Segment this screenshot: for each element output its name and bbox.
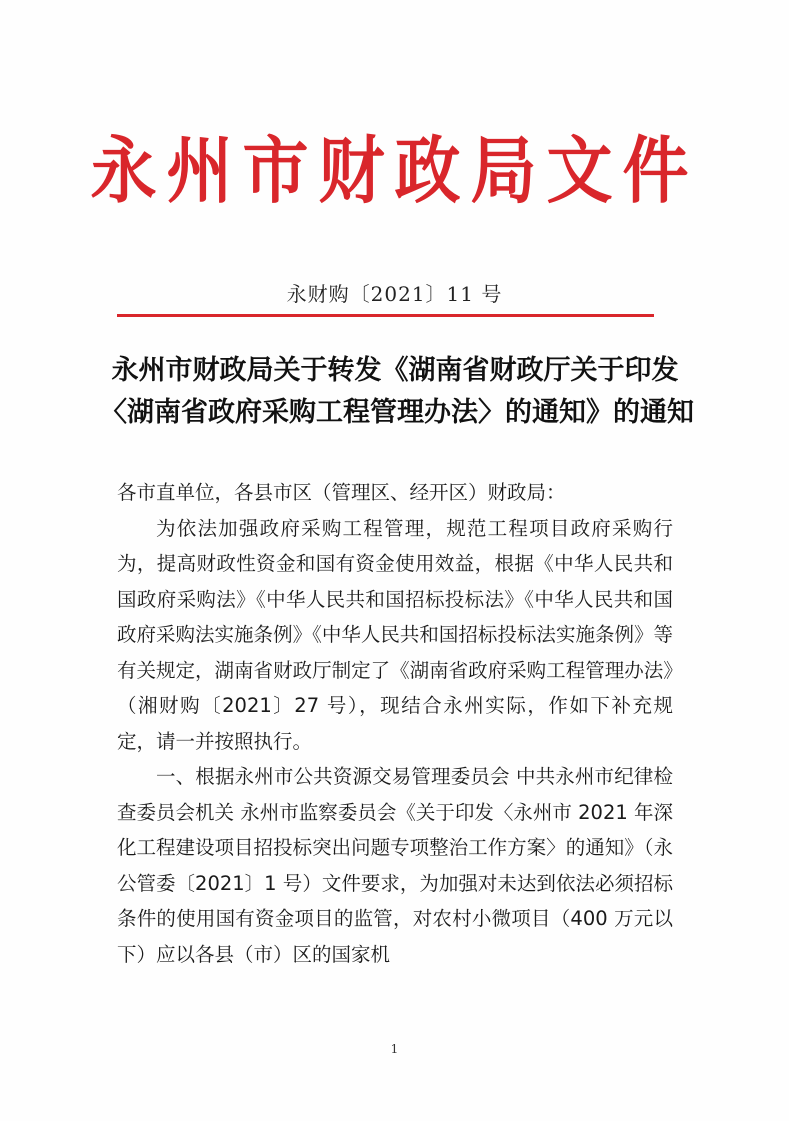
red-divider-line [117, 314, 654, 317]
document-title-line-1: 永州市财政局关于转发《湖南省财政厅关于印发 [111, 355, 679, 386]
body-paragraph-1: 为依法加强政府采购工程管理，规范工程项目政府采购行为，提高财政性资金和国有资金使用效益，根据《中华人民共和国政府采购法》《中华人民共和国招标投标法》《中华人民共和国政府采购法实施条例》《中华人民共和国招标投标法实施条例》等有关规定，湖南省财政厅制定了《湖南省政府采购工程管理办法》（湘财购〔2021〕27 号），现结合永州实际，作如下补充规定，请一并按照执行。 [117, 516, 673, 753]
document-body [117, 475, 673, 972]
document-title [100, 350, 694, 434]
document-title-line-2: 〈湖南省政府采购工程管理办法〉的通知》的通知 [100, 397, 694, 428]
body-paragraph-2: 一、根据永州市公共资源交易管理委员会 中共永州市纪律检查委员会机关 永州市监察委员会《关于印发〈永州市 2021 年深化工程建设项目招投标突出问题专项整治工作方案〉的通知》（永公管委〔2021〕1 号）文件要求，为加强对未达到依法必须招标条件的使用国有资金项目的监管，对农村小微项目（400 万元以下）应以各县（市）区的国家机 [117, 765, 673, 966]
document-number: 永财购〔2021〕11 号 [286, 282, 503, 306]
document-masthead: 永州市财政局文件 [90, 129, 699, 214]
salutation: 各市直单位，各县市区（管理区、经开区）财政局： [117, 481, 566, 504]
page-number: 1 [390, 1042, 399, 1056]
